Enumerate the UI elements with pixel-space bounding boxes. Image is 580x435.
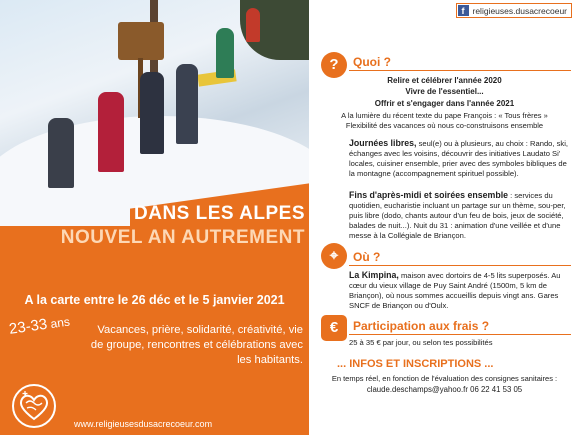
hiker	[176, 64, 198, 144]
infos-title: ... INFOS ET INSCRIPTIONS ...	[337, 358, 494, 370]
question-icon: ?	[321, 52, 347, 78]
hiker	[216, 28, 234, 78]
quoi-title: Quoi ?	[353, 55, 391, 69]
ou-divider	[349, 265, 571, 266]
quoi-line-4: A la lumière du récent texte du pape François : « Tous frères »	[341, 111, 548, 120]
journees-block	[349, 138, 574, 179]
fins-text: : services du quotidien, eucharistie incluant un partage sur un thème, sou-per, puis libre (dodo, chants autour d'un feu de bois, jeux de société, balades de nuit...). Nuit du 31 : animation d'une veillée et d'une messe à la Collégiale de Briançon.	[349, 191, 566, 240]
activities-description: Vacances, prière, solidarité, créativité, vie de groupe, rencontres et célébrations avec les habitants.	[90, 324, 303, 366]
dates-text: A la carte entre le 26 déc et le 5 janvier 2021	[24, 293, 285, 307]
ou-title: Où ?	[353, 250, 381, 264]
quoi-divider	[349, 70, 571, 71]
quoi-line-1	[315, 76, 574, 86]
ou-text: maison avec dortoirs de 4-5 lits superposés. Au cœur du vieux village de Puy Saint André (1500m, 5 km de Briançon), où nous sommes accueillis depuis vingt ans. Gares SNCF de Briançon ou d'Oulx.	[349, 271, 561, 310]
euro-icon: €	[321, 315, 347, 341]
hiker	[246, 8, 260, 42]
facebook-badge[interactable]	[456, 3, 573, 18]
sacre-coeur-logo	[12, 384, 56, 428]
facebook-handle: religieuses.dusacrecoeur	[472, 5, 567, 16]
trail-sign	[118, 22, 164, 60]
hiker	[98, 92, 124, 172]
age-range	[8, 313, 71, 338]
journees-heading: Journées libres,	[349, 138, 417, 148]
infos-contact[interactable]: claude.deschamps@yahoo.fr 06 22 41 53 05	[366, 385, 523, 394]
heart-globe-icon	[14, 386, 54, 426]
quoi-line-1-text: Relire et célébrer l'année 2020	[387, 76, 502, 85]
quoi-line-2-text: Vivre de l'essentiel...	[405, 87, 484, 96]
quoi-line-5: Flexibilité des vacances où nous co-construisons ensemble	[345, 121, 544, 130]
quoi-line-2	[315, 87, 574, 97]
participation-title: Participation aux frais ?	[353, 319, 490, 333]
journees-text: seul(e) ou à plusieurs, au choix : Rando, ski, échanges avec les voisins, découvrir des initiatives Laudato Si' locales, cuisiner ensemble, prier avec des symboles bibliques de la montagne (accompagnement spirituel possible).	[349, 139, 569, 178]
website-link[interactable]: www.religieusesdusacrecoeur.com	[74, 419, 213, 429]
title-line-1: DANS LES ALPES	[134, 203, 305, 224]
ou-heading: La Kimpina,	[349, 270, 399, 280]
quoi-line-3	[315, 99, 574, 109]
age-range-value: 23-33	[8, 315, 49, 338]
quoi-line-3-text: Offrir et s'engager dans l'année 2021	[374, 99, 515, 108]
right-panel	[309, 0, 580, 435]
fins-block	[349, 190, 574, 241]
ou-block	[349, 270, 574, 311]
fins-heading: Fins d'après-midi et soirées ensemble	[349, 190, 509, 200]
title-line-2: NOUVEL AN AUTREMENT	[60, 227, 305, 248]
infos-line-1: En temps réel, en fonction de l'évaluation des consignes sanitaires :	[331, 374, 558, 383]
hiker	[140, 72, 164, 154]
age-range-unit: ans	[46, 314, 71, 332]
location-icon: ⌖	[321, 243, 347, 269]
participation-divider	[349, 334, 571, 335]
facebook-icon: f	[458, 5, 469, 16]
hiker	[48, 118, 74, 188]
participation-text: 25 à 35 € par jour, ou selon tes possibilités	[349, 338, 493, 347]
